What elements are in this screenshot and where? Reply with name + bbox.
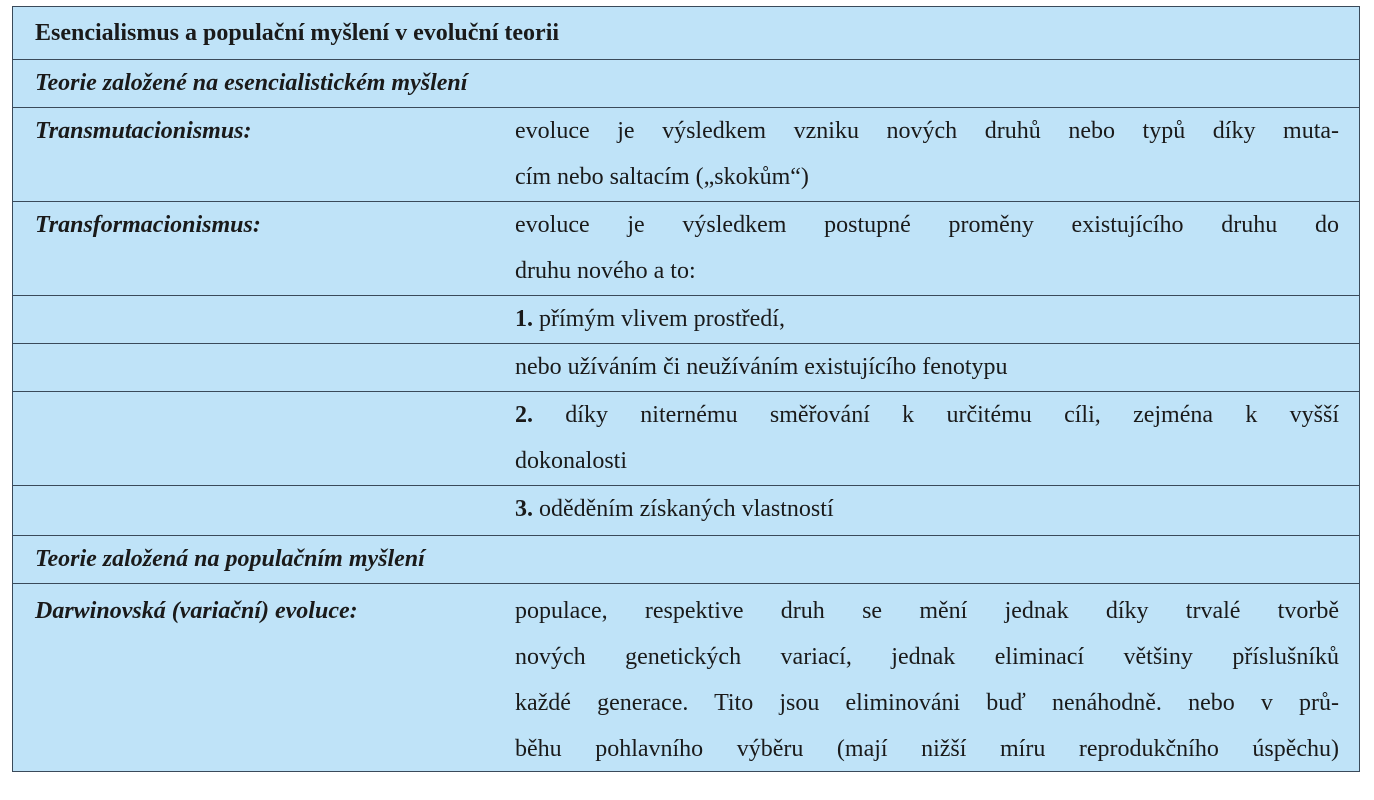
label-darwinovska: Darwinovská (variační) evoluce: [35,598,358,624]
description-transformacionismus [515,202,1339,294]
table-row-item-1 [13,295,1359,343]
description-line: populace, respektive druh se mění jednak díky trvalé tvorbě [515,598,1339,624]
item-number: 1. [515,306,533,332]
label-transformacionismus: Transformacionismus: [35,212,261,238]
table-row-darwinovska [13,583,1359,771]
item-2-line [515,392,1339,438]
section-heading-row [13,59,1359,107]
item-number: 3. [515,496,533,522]
item-1 [515,296,1339,342]
description-line: evoluce je výsledkem postupné proměny existujícího druhu do [515,212,1339,238]
item-text: díky niternému směřování k určitému cíli, zejména k vyšší [533,402,1339,428]
description-line: každé generace. Tito jsou eliminováni buď nenáhodně. nebo v prů- [515,690,1339,716]
label-transmutacionismus: Transmutacionismus: [35,118,252,144]
evolution-theory-table [12,6,1360,772]
description-line: evoluce je výsledkem vzniku nových druhů nebo typů díky muta- [515,118,1339,144]
table-title: Esencialismus a populační myšlení v evoluční teorii [35,20,560,46]
table-title-row [13,7,1359,59]
description-line: běhu pohlavního výběru (mají nižší míru reprodukčního úspěchu) [515,736,1339,762]
item-2 [515,392,1339,484]
item-text: přímým vlivem prostředí, [533,306,785,332]
item-3-line [515,486,1339,532]
description-line: nových genetických variací, jednak eliminací většiny příslušníků [515,644,1339,670]
description-darwinovska [515,588,1339,772]
section-heading-population: Teorie založená na populačním myšlení [35,546,425,572]
description-line: cím nebo saltacím („skokům“) [515,164,809,190]
table-row-transmutacionismus [13,107,1359,201]
table-row-item-3 [13,485,1359,535]
item-text: oděděním získaných vlastností [533,496,834,522]
item-1-line [515,296,1339,342]
item-number: 2. [515,402,533,428]
table-row-transformacionismus [13,201,1359,295]
item-text: dokonalosti [515,448,627,474]
item-1-continuation [515,344,1339,390]
table-row-item-2 [13,391,1359,485]
item-3 [515,486,1339,532]
description-transmutacionismus [515,108,1339,200]
section-heading-essentialist: Teorie založené na esencialistickém myšlení [35,70,468,96]
description-line: druhu nového a to: [515,258,696,284]
table-row-item-1-cont [13,343,1359,391]
section-heading-row [13,535,1359,583]
item-text: nebo užíváním či neužíváním existujícího fenotypu [515,354,1008,380]
